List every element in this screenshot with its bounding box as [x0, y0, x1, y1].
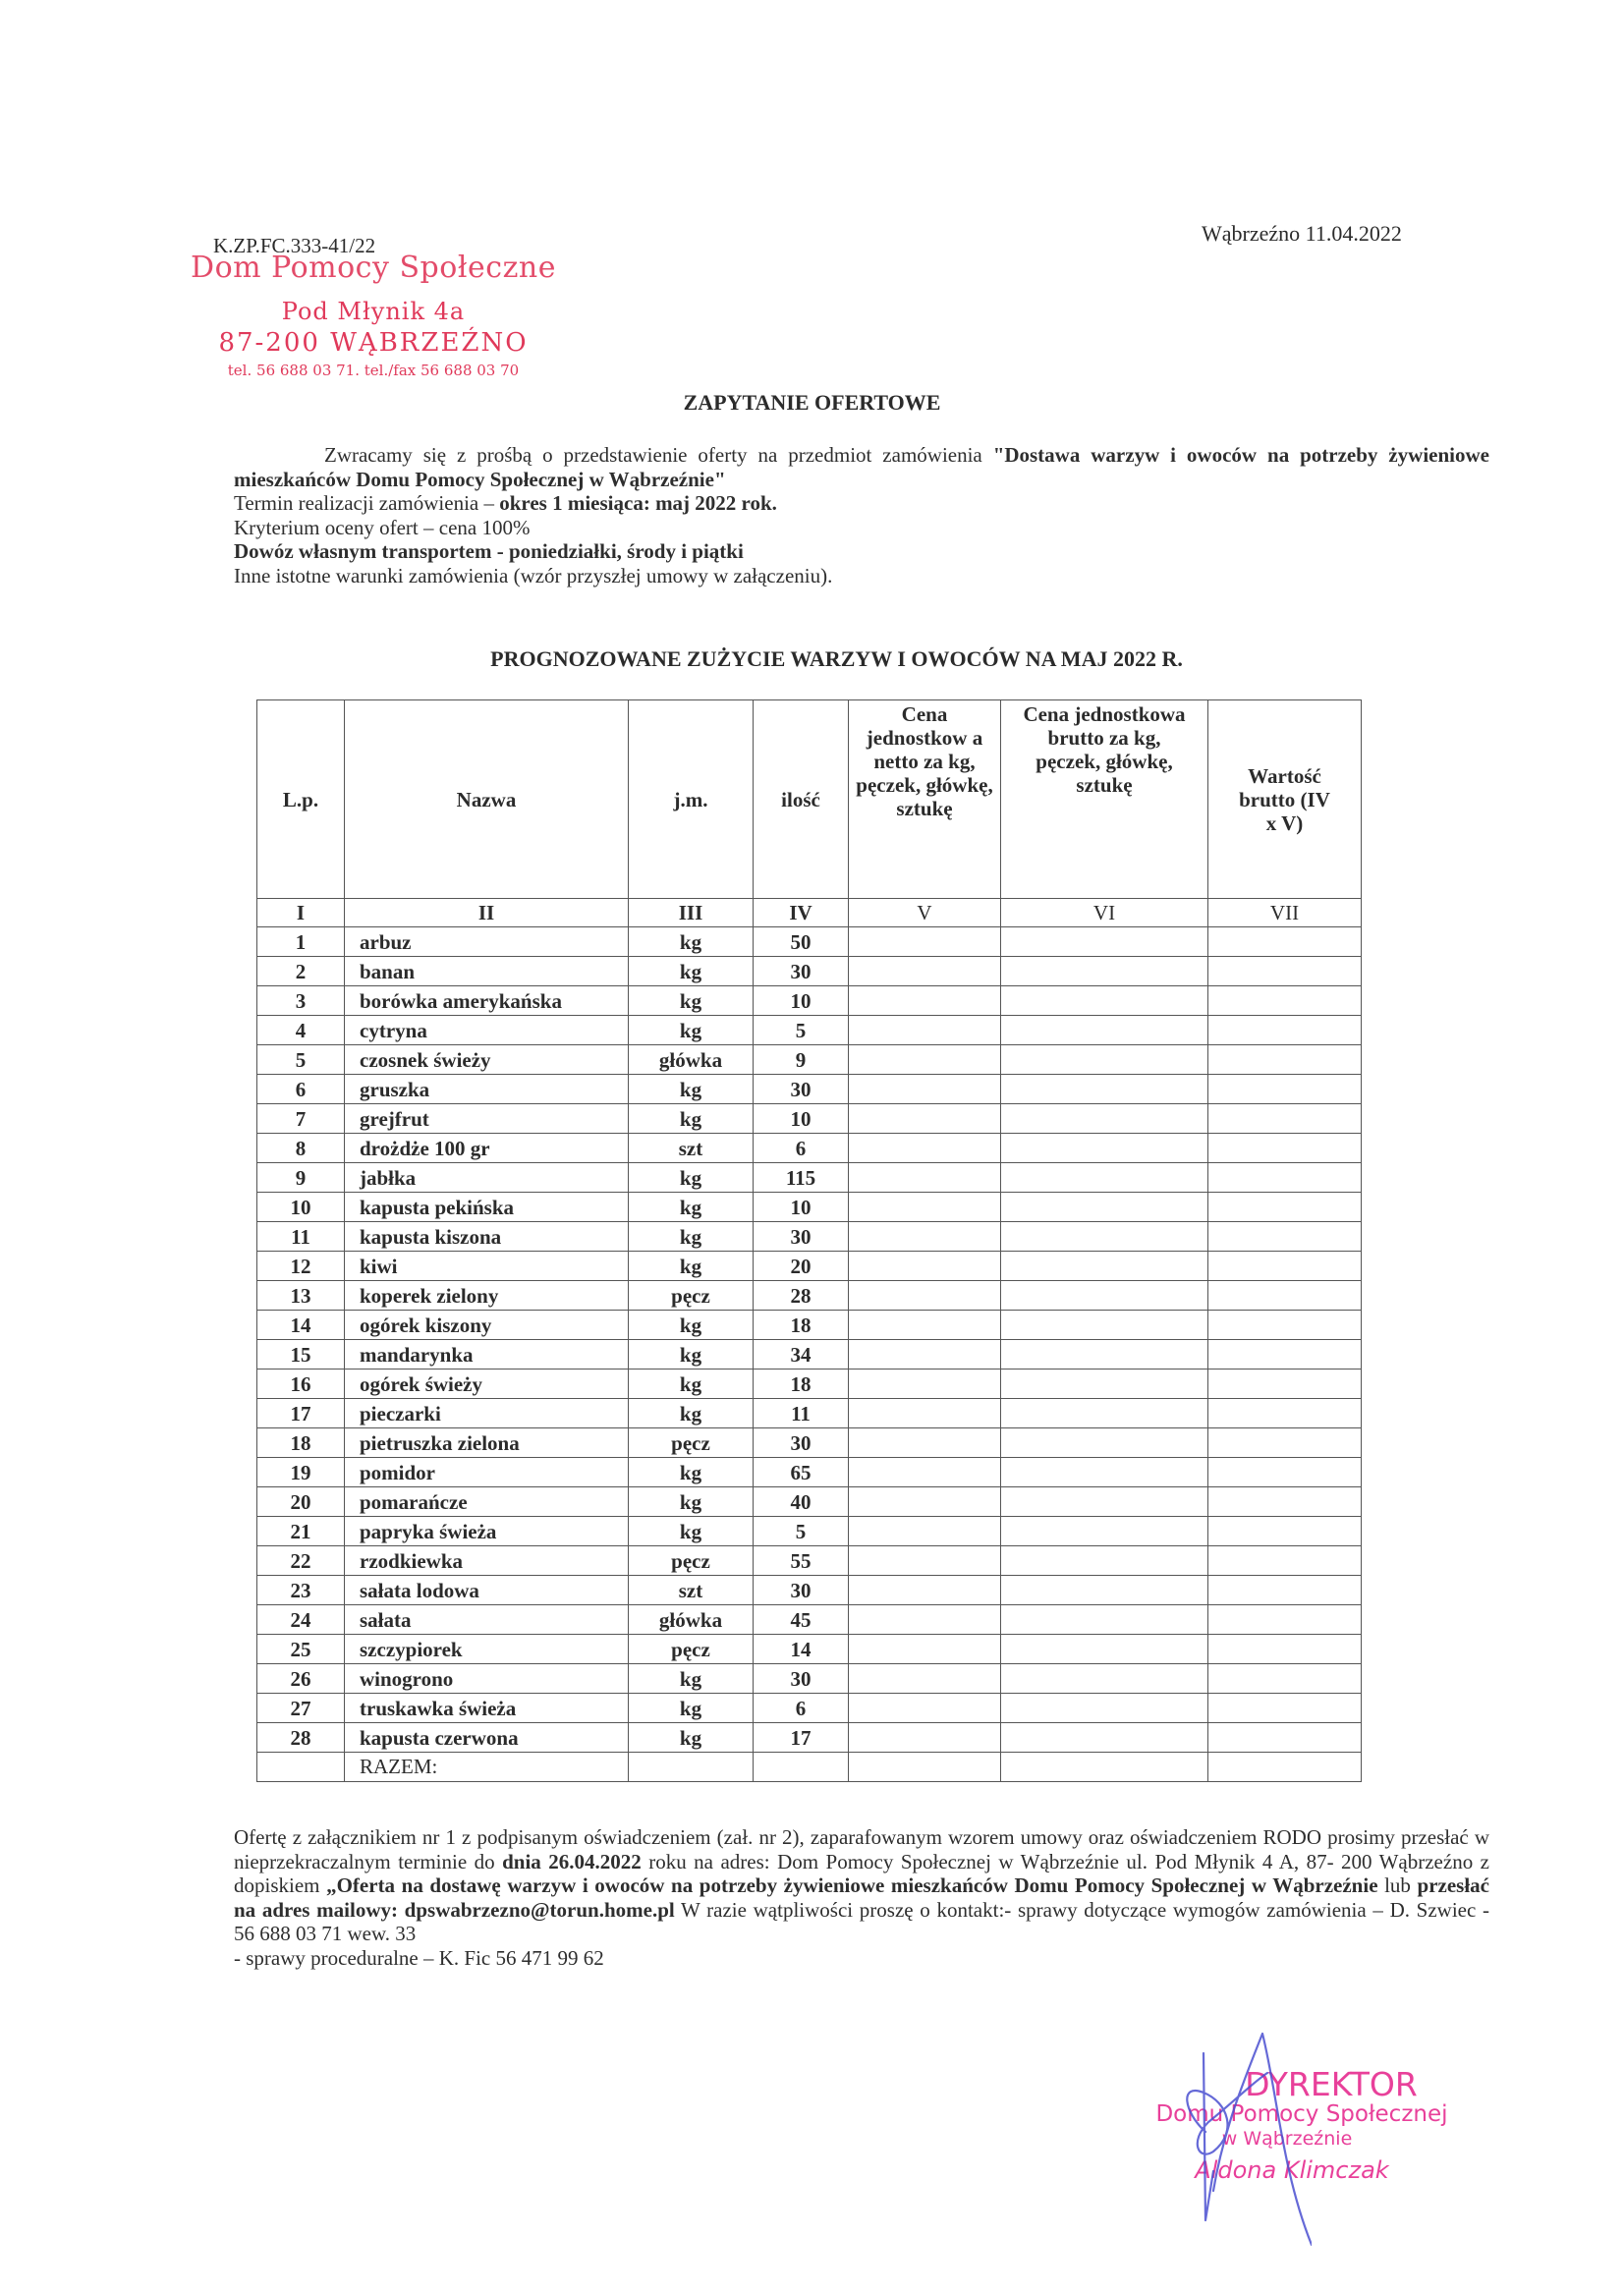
submission-instructions: [234, 1825, 1489, 1946]
row-qty: 10: [754, 986, 849, 1016]
table-row: [257, 1370, 1362, 1399]
row-gross-price-cell[interactable]: [1001, 1487, 1208, 1517]
row-name: kapusta czerwona: [345, 1723, 629, 1753]
col-header-unit: j.m.: [629, 700, 754, 899]
row-unit: pęcz: [629, 1281, 754, 1311]
row-gross-price-cell[interactable]: [1001, 1576, 1208, 1605]
row-name: papryka świeża: [345, 1517, 629, 1546]
row-unit: kg: [629, 1399, 754, 1428]
row-unit: pęcz: [629, 1546, 754, 1576]
stamp-line-2: Pod Młynik 4a: [281, 298, 466, 325]
table-row: [257, 1399, 1362, 1428]
roman-cell: III: [629, 899, 754, 927]
row-gross-value-cell[interactable]: [1208, 1134, 1362, 1163]
row-name: pietruszka zielona: [345, 1428, 629, 1458]
row-qty: 30: [754, 1222, 849, 1252]
row-qty: 9: [754, 1045, 849, 1075]
row-gross-price-cell[interactable]: [1001, 1193, 1208, 1222]
row-lp: 19: [257, 1458, 345, 1487]
row-lp: 24: [257, 1605, 345, 1635]
table-row: [257, 1576, 1362, 1605]
row-qty: 5: [754, 1016, 849, 1045]
criterion-line: Kryterium oceny ofert – cena 100%: [234, 515, 531, 539]
row-lp: 10: [257, 1193, 345, 1222]
table-row: [257, 1075, 1362, 1104]
row-net-price-cell[interactable]: [849, 1016, 1001, 1045]
row-unit: kg: [629, 1163, 754, 1193]
row-unit: kg: [629, 1664, 754, 1694]
row-gross-value-cell[interactable]: [1208, 1694, 1362, 1723]
row-lp: 16: [257, 1370, 345, 1399]
row-gross-value-cell[interactable]: [1208, 1222, 1362, 1252]
col-header-net-price: Cena jednostkow a netto za kg, pęczek, główkę, sztukę: [849, 700, 1001, 899]
row-net-price-cell[interactable]: [849, 1222, 1001, 1252]
stamp-line-3: 87-200 WĄBRZEŹNO: [218, 328, 529, 358]
total-gross-value-cell[interactable]: [1208, 1753, 1362, 1782]
row-unit: kg: [629, 1016, 754, 1045]
col-header-gross-price: Cena jednostkowa brutto za kg, pęczek, główkę, sztukę: [1001, 700, 1208, 899]
row-net-price-cell[interactable]: [849, 1546, 1001, 1576]
email-instruction: przesłać na adres mailowy: dpswabrzezno@torun.home.pl: [234, 1873, 1489, 1922]
delivery-line: [234, 539, 1489, 564]
stamp-line-1: Dom Pomocy Społeczne: [191, 251, 556, 285]
row-unit: szt: [629, 1576, 754, 1605]
row-gross-price-cell[interactable]: [1001, 1281, 1208, 1311]
row-unit: kg: [629, 1104, 754, 1134]
row-qty: 30: [754, 1664, 849, 1694]
row-unit: kg: [629, 1370, 754, 1399]
row-lp: 15: [257, 1340, 345, 1370]
table-row: [257, 986, 1362, 1016]
table-row: [257, 1193, 1362, 1222]
row-lp: 8: [257, 1134, 345, 1163]
row-qty: 30: [754, 1576, 849, 1605]
row-gross-price-cell[interactable]: [1001, 1694, 1208, 1723]
row-name: czosnek świeży: [345, 1045, 629, 1075]
row-net-price-cell[interactable]: [849, 986, 1001, 1016]
row-unit: główka: [629, 1605, 754, 1635]
row-gross-price-cell[interactable]: [1001, 1045, 1208, 1075]
row-name: gruszka: [345, 1075, 629, 1104]
table-row: [257, 1340, 1362, 1370]
row-name: ogórek świeży: [345, 1370, 629, 1399]
row-unit: kg: [629, 1340, 754, 1370]
term-label: Termin realizacji zamówienia –: [234, 491, 500, 515]
row-gross-value-cell[interactable]: [1208, 1399, 1362, 1428]
row-gross-price-cell[interactable]: [1001, 1458, 1208, 1487]
submission-text: Ofertę z załącznikiem nr 1 z podpisanym oświadczeniem (zał. nr 2), zaparafowanym wzorem umowy oraz oświadczeniem RODO prosimy przesłać w nieprzekraczalnym terminie do: [234, 1825, 1489, 1873]
total-lp-cell: [257, 1753, 345, 1782]
row-unit: kg: [629, 1458, 754, 1487]
row-gross-value-cell[interactable]: [1208, 1104, 1362, 1134]
row-gross-value-cell[interactable]: [1208, 1576, 1362, 1605]
row-name: winogrono: [345, 1664, 629, 1694]
row-qty: 14: [754, 1635, 849, 1664]
row-unit: kg: [629, 1193, 754, 1222]
intro-section: [234, 443, 1489, 587]
row-qty: 18: [754, 1370, 849, 1399]
row-unit: kg: [629, 986, 754, 1016]
row-gross-value-cell[interactable]: [1208, 1340, 1362, 1370]
row-gross-value-cell[interactable]: [1208, 1635, 1362, 1664]
row-unit: kg: [629, 1487, 754, 1517]
row-net-price-cell[interactable]: [849, 1281, 1001, 1311]
table-row: [257, 1163, 1362, 1193]
row-gross-price-cell[interactable]: [1001, 1428, 1208, 1458]
row-net-price-cell[interactable]: [849, 1340, 1001, 1370]
row-qty: 115: [754, 1163, 849, 1193]
row-name: mandarynka: [345, 1340, 629, 1370]
row-lp: 11: [257, 1222, 345, 1252]
row-net-price-cell[interactable]: [849, 1370, 1001, 1399]
row-qty: 30: [754, 1075, 849, 1104]
row-net-price-cell[interactable]: [849, 1635, 1001, 1664]
row-name: drożdże 100 gr: [345, 1134, 629, 1163]
total-net-price-cell[interactable]: [849, 1753, 1001, 1782]
closing-section: [234, 1825, 1489, 1970]
row-qty: 30: [754, 957, 849, 986]
table-row: [257, 1605, 1362, 1635]
table-row: [257, 1222, 1362, 1252]
row-name: borówka amerykańska: [345, 986, 629, 1016]
row-name: pomidor: [345, 1458, 629, 1487]
procedural-contact: - sprawy proceduralne – K. Fic 56 471 99 62: [234, 1945, 604, 1970]
row-qty: 10: [754, 1193, 849, 1222]
row-gross-price-cell[interactable]: [1001, 1104, 1208, 1134]
table-row: [257, 1016, 1362, 1045]
row-unit: pęcz: [629, 1635, 754, 1664]
row-net-price-cell[interactable]: [849, 1428, 1001, 1458]
row-lp: 25: [257, 1635, 345, 1664]
intro-text: Zwracamy się z prośbą o przedstawienie oferty na przedmiot zamówienia: [324, 443, 993, 467]
consumption-table: [256, 699, 1362, 1782]
row-unit: kg: [629, 1517, 754, 1546]
table-row: [257, 1252, 1362, 1281]
row-net-price-cell[interactable]: [849, 1576, 1001, 1605]
table-title: PROGNOZOWANE ZUŻYCIE WARZYW I OWOCÓW NA MAJ 2022 R.: [490, 646, 1183, 671]
row-gross-value-cell[interactable]: [1208, 1546, 1362, 1576]
roman-cell: IV: [754, 899, 849, 927]
row-net-price-cell[interactable]: [849, 1075, 1001, 1104]
row-net-price-cell[interactable]: [849, 1252, 1001, 1281]
row-net-price-cell[interactable]: [849, 1517, 1001, 1546]
table-row: [257, 1045, 1362, 1075]
total-row: [257, 1753, 1362, 1782]
row-qty: 40: [754, 1487, 849, 1517]
row-gross-value-cell[interactable]: [1208, 1311, 1362, 1340]
place-date: Wąbrzeźno 11.04.2022: [1202, 221, 1402, 246]
term-line: [234, 491, 1489, 516]
row-name: ogórek kiszony: [345, 1311, 629, 1340]
row-qty: 20: [754, 1252, 849, 1281]
deadline: dnia 26.04.2022: [502, 1849, 642, 1873]
row-gross-price-cell[interactable]: [1001, 1546, 1208, 1576]
institution-stamp: [177, 253, 570, 383]
row-gross-price-cell[interactable]: [1001, 1635, 1208, 1664]
table-header-row: [257, 700, 1362, 899]
row-qty: 28: [754, 1281, 849, 1311]
row-name: grejfrut: [345, 1104, 629, 1134]
row-lp: 1: [257, 927, 345, 957]
table-row: [257, 1723, 1362, 1753]
table-row: [257, 1104, 1362, 1134]
row-unit: kg: [629, 927, 754, 957]
row-gross-price-cell[interactable]: [1001, 1399, 1208, 1428]
col-header-name: Nazwa: [345, 700, 629, 899]
total-unit-cell: [629, 1753, 754, 1782]
row-gross-value-cell[interactable]: [1208, 1163, 1362, 1193]
reference-number: K.ZP.FC.333-41/22: [213, 234, 376, 257]
row-gross-price-cell[interactable]: [1001, 1134, 1208, 1163]
row-gross-value-cell[interactable]: [1208, 1252, 1362, 1281]
row-name: rzodkiewka: [345, 1546, 629, 1576]
roman-cell: I: [257, 899, 345, 927]
row-qty: 5: [754, 1517, 849, 1546]
row-lp: 20: [257, 1487, 345, 1517]
row-name: arbuz: [345, 927, 629, 957]
row-gross-price-cell[interactable]: [1001, 1664, 1208, 1694]
row-gross-price-cell[interactable]: [1001, 1370, 1208, 1399]
row-qty: 10: [754, 1104, 849, 1134]
row-gross-price-cell[interactable]: [1001, 1075, 1208, 1104]
row-gross-value-cell[interactable]: [1208, 986, 1362, 1016]
table-row: [257, 1311, 1362, 1340]
stamp-line-4: tel. 56 688 03 71. tel./fax 56 688 03 70: [227, 362, 520, 379]
table-row: [257, 927, 1362, 957]
signature-place: w Wąbrzeźnie: [1221, 2128, 1353, 2150]
row-gross-price-cell[interactable]: [1001, 1723, 1208, 1753]
total-label: RAZEM:: [345, 1753, 629, 1782]
row-gross-value-cell[interactable]: [1208, 1664, 1362, 1694]
row-unit: szt: [629, 1134, 754, 1163]
row-qty: 6: [754, 1134, 849, 1163]
table-row: [257, 1428, 1362, 1458]
row-net-price-cell[interactable]: [849, 927, 1001, 957]
table-row: [257, 1458, 1362, 1487]
table-row: [257, 1281, 1362, 1311]
table-row: [257, 1664, 1362, 1694]
row-net-price-cell[interactable]: [849, 1458, 1001, 1487]
row-gross-value-cell[interactable]: [1208, 1281, 1362, 1311]
row-gross-value-cell[interactable]: [1208, 1428, 1362, 1458]
row-gross-price-cell[interactable]: [1001, 1163, 1208, 1193]
signature-name: Aldona Klimczak: [1195, 2156, 1389, 2184]
row-lp: 12: [257, 1252, 345, 1281]
col-header-gross-value: Wartość brutto (IV x V): [1208, 700, 1362, 899]
row-gross-value-cell[interactable]: [1208, 1458, 1362, 1487]
delivery-text: Dowóz własnym transportem - poniedziałki, środy i piątki: [234, 539, 744, 563]
row-lp: 5: [257, 1045, 345, 1075]
row-name: jabłka: [345, 1163, 629, 1193]
row-net-price-cell[interactable]: [849, 1605, 1001, 1635]
total-qty-cell: [754, 1753, 849, 1782]
row-qty: 55: [754, 1546, 849, 1576]
row-qty: 18: [754, 1311, 849, 1340]
row-gross-price-cell[interactable]: [1001, 1222, 1208, 1252]
col-header-lp: L.p.: [257, 700, 345, 899]
row-lp: 23: [257, 1576, 345, 1605]
roman-cell: VII: [1208, 899, 1362, 927]
row-net-price-cell[interactable]: [849, 1163, 1001, 1193]
roman-cell: V: [849, 899, 1001, 927]
table-row: [257, 1134, 1362, 1163]
row-qty: 65: [754, 1458, 849, 1487]
row-unit: główka: [629, 1045, 754, 1075]
row-name: truskawka świeża: [345, 1694, 629, 1723]
row-gross-price-cell[interactable]: [1001, 986, 1208, 1016]
table-row: [257, 1694, 1362, 1723]
table-row: [257, 1487, 1362, 1517]
row-gross-value-cell[interactable]: [1208, 1723, 1362, 1753]
row-gross-value-cell[interactable]: [1208, 1517, 1362, 1546]
row-unit: kg: [629, 1723, 754, 1753]
row-name: kapusta pekińska: [345, 1193, 629, 1222]
row-net-price-cell[interactable]: [849, 1134, 1001, 1163]
row-gross-value-cell[interactable]: [1208, 1370, 1362, 1399]
row-lp: 17: [257, 1399, 345, 1428]
row-name: sałata lodowa: [345, 1576, 629, 1605]
total-gross-price-cell[interactable]: [1001, 1753, 1208, 1782]
row-gross-value-cell[interactable]: [1208, 1605, 1362, 1635]
intro-paragraph: [234, 443, 1489, 491]
row-qty: 17: [754, 1723, 849, 1753]
row-qty: 50: [754, 927, 849, 957]
row-qty: 11: [754, 1399, 849, 1428]
row-net-price-cell[interactable]: [849, 1694, 1001, 1723]
row-name: cytryna: [345, 1016, 629, 1045]
roman-cell: VI: [1001, 899, 1208, 927]
row-unit: pęcz: [629, 1428, 754, 1458]
row-unit: kg: [629, 1694, 754, 1723]
row-lp: 21: [257, 1517, 345, 1546]
order-subject: "Dostawa warzyw i owoców na potrzeby żywieniowe mieszkańców Domu Pomocy Społecznej w Wąbrzeźnie": [234, 443, 1489, 491]
row-net-price-cell[interactable]: [849, 1664, 1001, 1694]
row-unit: kg: [629, 1222, 754, 1252]
row-gross-price-cell[interactable]: [1001, 1605, 1208, 1635]
row-name: sałata: [345, 1605, 629, 1635]
table-row: [257, 957, 1362, 986]
roman-cell: II: [345, 899, 629, 927]
document-title: ZAPYTANIE OFERTOWE: [683, 390, 941, 415]
row-unit: kg: [629, 1075, 754, 1104]
row-net-price-cell[interactable]: [849, 1399, 1001, 1428]
row-gross-value-cell[interactable]: [1208, 957, 1362, 986]
row-net-price-cell[interactable]: [849, 1311, 1001, 1340]
row-unit: kg: [629, 1252, 754, 1281]
row-gross-price-cell[interactable]: [1001, 1252, 1208, 1281]
table-row: [257, 1546, 1362, 1576]
row-lp: 4: [257, 1016, 345, 1045]
row-gross-price-cell[interactable]: [1001, 1517, 1208, 1546]
or-text: lub: [1377, 1873, 1418, 1897]
row-net-price-cell[interactable]: [849, 1487, 1001, 1517]
handwritten-signature-icon: [1184, 2024, 1312, 2260]
signature-role: DYREKTOR: [1245, 2065, 1418, 2103]
row-gross-value-cell[interactable]: [1208, 1045, 1362, 1075]
row-net-price-cell[interactable]: [849, 1104, 1001, 1134]
contact-text: W razie wątpliwości proszę o kontakt:- sprawy dotyczące wymogów zamówienia – D. Szwiec - 56 688 03 71 wew. 33: [234, 1897, 1489, 1945]
row-gross-value-cell[interactable]: [1208, 1016, 1362, 1045]
row-lp: 6: [257, 1075, 345, 1104]
row-name: banan: [345, 957, 629, 986]
row-qty: 30: [754, 1428, 849, 1458]
row-lp: 26: [257, 1664, 345, 1694]
row-lp: 2: [257, 957, 345, 986]
row-gross-price-cell[interactable]: [1001, 927, 1208, 957]
row-unit: kg: [629, 1311, 754, 1340]
row-name: kiwi: [345, 1252, 629, 1281]
row-lp: 13: [257, 1281, 345, 1311]
row-net-price-cell[interactable]: [849, 1193, 1001, 1222]
table-row: [257, 1635, 1362, 1664]
row-qty: 45: [754, 1605, 849, 1635]
row-lp: 18: [257, 1428, 345, 1458]
col-header-qty: ilość: [754, 700, 849, 899]
row-lp: 28: [257, 1723, 345, 1753]
envelope-note: „Oferta na dostawę warzyw i owoców na potrzeby żywieniowe mieszkańców Domu Pomocy Społecznej w Wąbrzeźnie: [326, 1873, 1378, 1897]
address-text: roku na adres: Dom Pomocy Społecznej w Wąbrzeźnie ul. Pod Młynik 4 A, 87- 200 Wąbrzeźno z dopiskiem: [234, 1849, 1489, 1897]
row-net-price-cell[interactable]: [849, 957, 1001, 986]
row-name: pieczarki: [345, 1399, 629, 1428]
row-gross-price-cell[interactable]: [1001, 1016, 1208, 1045]
row-lp: 7: [257, 1104, 345, 1134]
row-gross-value-cell[interactable]: [1208, 1075, 1362, 1104]
row-lp: 27: [257, 1694, 345, 1723]
roman-numeral-row: [257, 899, 1362, 927]
row-net-price-cell[interactable]: [849, 1723, 1001, 1753]
row-lp: 14: [257, 1311, 345, 1340]
row-net-price-cell[interactable]: [849, 1045, 1001, 1075]
row-qty: 6: [754, 1694, 849, 1723]
row-gross-value-cell[interactable]: [1208, 927, 1362, 957]
row-lp: 9: [257, 1163, 345, 1193]
row-gross-price-cell[interactable]: [1001, 1340, 1208, 1370]
row-name: kapusta kiszona: [345, 1222, 629, 1252]
row-lp: 3: [257, 986, 345, 1016]
row-lp: 22: [257, 1546, 345, 1576]
row-gross-value-cell[interactable]: [1208, 1487, 1362, 1517]
term-value: okres 1 miesiąca: maj 2022 rok.: [499, 491, 777, 515]
row-gross-value-cell[interactable]: [1208, 1193, 1362, 1222]
row-name: pomarańcze: [345, 1487, 629, 1517]
other-terms-line: Inne istotne warunki zamówienia (wzór przyszłej umowy w załączeniu).: [234, 563, 833, 587]
signature-org: Domu Pomocy Społecznej: [1155, 2101, 1448, 2127]
row-qty: 34: [754, 1340, 849, 1370]
row-gross-price-cell[interactable]: [1001, 957, 1208, 986]
row-name: szczypiorek: [345, 1635, 629, 1664]
row-unit: kg: [629, 957, 754, 986]
row-name: koperek zielony: [345, 1281, 629, 1311]
table-row: [257, 1517, 1362, 1546]
row-gross-price-cell[interactable]: [1001, 1311, 1208, 1340]
